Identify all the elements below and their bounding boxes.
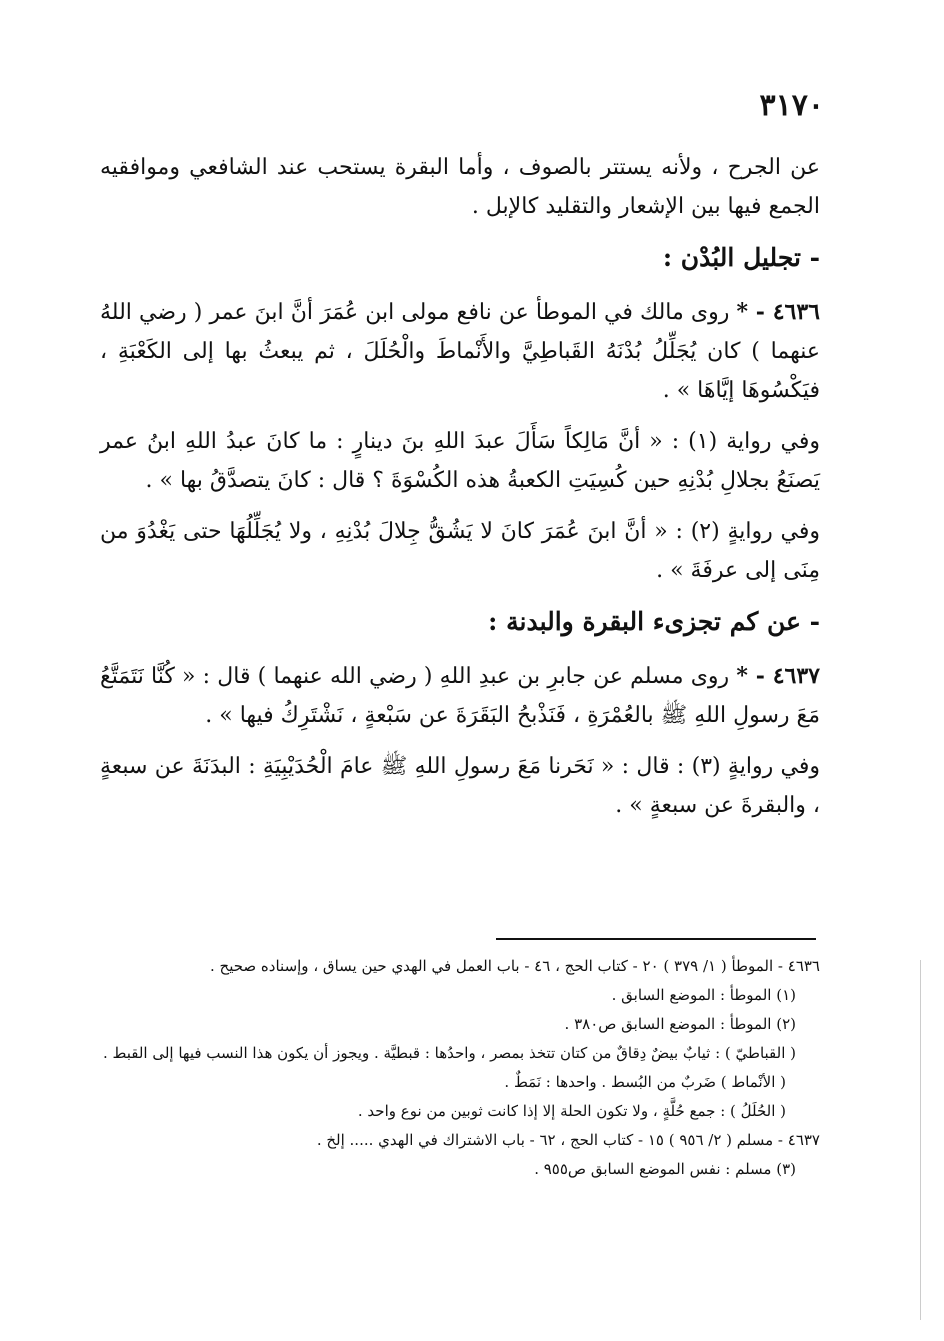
paragraph-4: وفي روايةٍ (٢) : « أنَّ ابنَ عُمَرَ كانَ لا يَشُقُّ جِلالَ بُدْنِهِ ، ولا يُجَلِّلُهَا حتى يَغْدُوَ من مِنَى إلى عرفَةَ » . — [100, 519, 820, 583]
main-text — [100, 148, 820, 837]
hadith-number-4636: ٤٦٣٦ - * — [736, 299, 820, 325]
footnotes — [100, 952, 820, 1184]
paragraph-1: عن الجرح ، ولأنه يستتر بالصوف ، وأما البقرة يستحب عند الشافعي وموافقيه الجمع فيها بين الإشعار والتقليد كالإبل . — [100, 155, 820, 219]
paragraph-5 — [100, 657, 820, 735]
footnote-3: (٣) مسلم : نفس الموضع السابق ص٩٥٥ . — [534, 1160, 796, 1178]
page-edge-line — [920, 960, 921, 1320]
hadith-number-4637: ٤٦٣٧ - * — [736, 663, 820, 689]
paragraph-2 — [100, 293, 820, 410]
hadith-text-4636: روى مالك في الموطأ عن نافع مولى ابن عُمَرَ أنَّ ابنَ عمر ( رضي اللهُ عنهما ) كان يُجَلِّلُ بُدْنَهُ القَباطِيَّ والأَنْماطَ والْحُلَلَ ، ثم يبعثُ بها إلى الكَعْبَةِ ، فيَكْسُوهَا إيَّاهَا » . — [100, 300, 820, 403]
footnote-1: (١) الموطأ : الموضع السابق . — [611, 986, 796, 1004]
footnote-2: (٢) الموطأ : الموضع السابق ص٣٨٠ . — [564, 1015, 796, 1033]
gloss-hulal: ( الحُلَلُ ) : جمع حُلَّةٍ ، ولا تكون الحلة إلا إذا كانت ثوبين من نوع واحد . — [357, 1102, 786, 1120]
footnote-separator — [496, 938, 816, 940]
hadith-text-4637: روى مسلم عن جابرِ بن عبدِ اللهِ ( رضي الله عنهما ) قال : « كُنَّا نَتَمَتَّعُ مَعَ رسولِ اللهِ ﷺ بالعُمْرَةِ ، فَنَذْبحُ البَقَرَةَ عن سَبْعةٍ ، نَشْتَرِكُ فيها » . — [100, 664, 820, 728]
paragraph-6: وفي روايةٍ (٣) : قال : « نَحَرنا مَعَ رسولِ اللهِ ﷺ عامَ الْحُدَيْبِيَةِ : البدَنَةَ عن سبعةٍ ، والبقرةَ عن سبعةٍ » . — [100, 754, 820, 818]
section-heading-2: - عن كم تجزىء البقرة والبدنة : — [488, 607, 820, 636]
footnote-4636-source: ٤٦٣٦ - الموطأ ( ١/ ٣٧٩ ) ٢٠ - كتاب الحج ، ٤٦ - باب العمل في الهدي حين يساق ، وإسناده صحيح . — [210, 957, 820, 975]
section-heading-1: - تجليل البُدْن : — [662, 243, 820, 272]
paragraph-3: وفي رواية (١) : « أنَّ مَالِكاً سَأَلَ عبدَ اللهِ بنَ دينارٍ : ما كانَ عبدُ اللهِ ابنُ عمر يَصنَعُ بجلالِ بُدْنِهِ حين كُسِيَتِ الكعبةُ هذه الكُسْوَةَ ؟ قال : كانَ يتصدَّقُ بها » . — [100, 429, 820, 493]
gloss-qabati: ( القباطيّ ) : ثيابٌ بيضٌ دِقاقٌ من كتان تتخذ بمصر ، واحدُها : قبطيَّة . ويجوز أن يكون هذا النسب فيها إلى القبط . — [102, 1044, 796, 1062]
footnote-4637-source: ٤٦٣٧ - مسلم ( ٢/ ٩٥٦ ) ١٥ - كتاب الحج ، ٦٢ - باب الاشتراك في الهدي ..... إلخ . — [316, 1131, 820, 1149]
gloss-anmat: ( الأنْماط ) ضَربٌ من البُسط . واحدها : نَمَطٌ . — [504, 1073, 786, 1091]
page-number: ٣١٧٠ — [759, 88, 824, 123]
